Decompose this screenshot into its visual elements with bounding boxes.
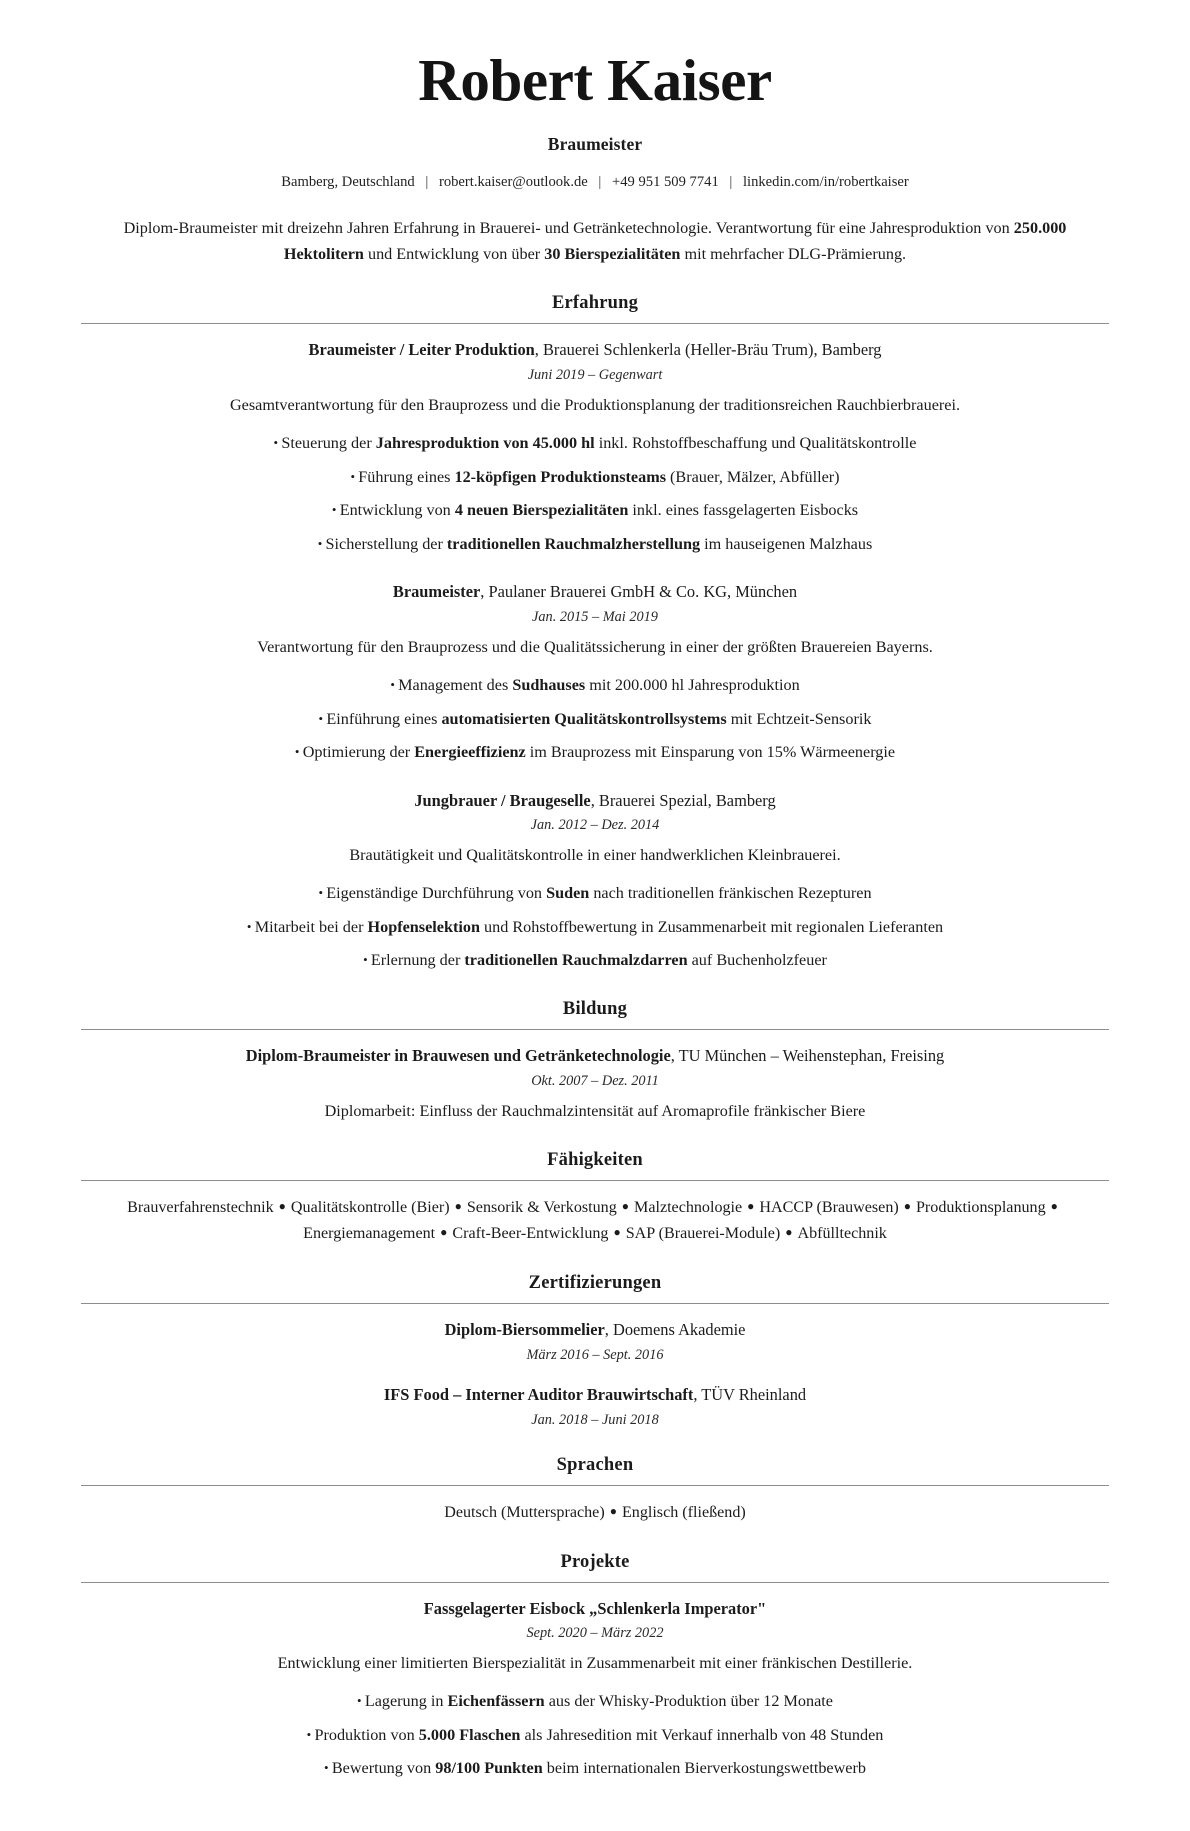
contact-separator: | <box>729 173 733 190</box>
entry-primary-title: Fassgelagerter Eisbock „Schlenkerla Imperator" <box>423 1598 767 1618</box>
section-divider <box>81 1485 1109 1486</box>
education-entry <box>81 1044 1109 1124</box>
list-item: SAP (Brauerei-Module) <box>625 1224 781 1242</box>
bullet-text: Lagerung in <box>364 1692 448 1711</box>
entry-date-range: Jan. 2015 – Mai 2019 <box>532 609 658 626</box>
summary-emphasis: 250.000 Hektolitern <box>283 218 1067 264</box>
bullet-text: (Brauer, Mälzer, Abfüller) <box>666 467 840 486</box>
entry-date-range: Jan. 2012 – Dez. 2014 <box>530 817 660 834</box>
entry-heading <box>81 1044 1109 1068</box>
section-education <box>81 999 1109 1124</box>
experience-entry <box>81 789 1109 973</box>
bullet-text: Optimierung der <box>302 743 415 762</box>
bullet-item <box>81 1690 1109 1713</box>
bullet-item <box>81 949 1109 972</box>
resume-sheet <box>81 47 1109 1781</box>
list-item: Produktionsplanung <box>915 1198 1046 1216</box>
summary-text: und Entwicklung von über <box>363 245 545 264</box>
entry-description: Gesamtverantwortung für den Brauprozess und die Produktionsplanung der traditionsreichen Rauchbierbrauerei. <box>229 396 961 415</box>
list-item: Deutsch (Muttersprache) <box>444 1503 605 1521</box>
summary-text: Diplom-Braumeister mit dreizehn Jahren Erfahrung in Brauerei- und Getränketechnologie. Verantwortung für eine Jahresproduktion von <box>123 218 1014 237</box>
candidate-name: Robert Kaiser <box>418 47 772 113</box>
entry-description: Brautätigkeit und Qualitätskontrolle in einer handwerklichen Kleinbrauerei. <box>349 846 841 865</box>
bullet-item <box>81 674 1109 697</box>
contact-linkedin[interactable]: linkedin.com/in/robertkaiser <box>742 173 909 190</box>
bullet-text: im hauseigenen Malzhaus <box>700 534 873 553</box>
list-item: Qualitätskontrolle (Bier) <box>290 1198 450 1216</box>
list-item: Brauverfahrenstechnik <box>127 1198 274 1216</box>
section-title-certifications: Zertifizierungen <box>528 1272 662 1293</box>
bullet-emphasis: Suden <box>546 884 590 903</box>
entry-organization: , TU München – Weihenstephan, Freising <box>670 1045 945 1065</box>
bullet-item <box>81 1724 1109 1747</box>
bullet-emphasis: traditionellen Rauchmalzdarren <box>464 951 688 970</box>
section-divider <box>81 1029 1109 1030</box>
contact-separator: | <box>425 173 429 190</box>
bullet-emphasis: traditionellen Rauchmalzherstellung <box>446 534 701 553</box>
bullet-text: Führung eines <box>358 467 455 486</box>
certification-entry <box>81 1383 1109 1429</box>
bullet-text: Produktion von <box>314 1725 419 1744</box>
bullet-item <box>81 916 1109 939</box>
bullet-item <box>81 882 1109 905</box>
section-certifications <box>81 1273 1109 1429</box>
certification-entry <box>81 1318 1109 1364</box>
bullet-item <box>81 708 1109 731</box>
bullet-text: Erlernung der <box>370 951 465 970</box>
contact-phone[interactable]: +49 951 509 7741 <box>612 173 719 190</box>
bullet-emphasis: Eichenfässern <box>447 1692 545 1711</box>
contact-location: Bamberg, Deutschland <box>281 173 415 190</box>
bullet-emphasis: 98/100 Punkten <box>435 1759 543 1778</box>
bullet-emphasis: Hopfenselektion <box>367 917 480 936</box>
bullet-separator-icon: ● <box>440 1224 448 1239</box>
section-divider <box>81 1180 1109 1181</box>
bullet-separator-icon: ● <box>747 1198 755 1213</box>
bullet-separator-icon: ● <box>621 1198 630 1213</box>
experience-entry <box>81 338 1109 556</box>
entry-primary-title: Braumeister / Leiter Produktion <box>308 340 535 360</box>
bullet-text: Steuerung der <box>281 434 376 453</box>
bullet-separator-icon: ● <box>903 1198 911 1213</box>
entry-date-range: Sept. 2020 – März 2022 <box>526 1625 664 1642</box>
entry-description: Verantwortung für den Brauprozess und die Qualitätssicherung in einer der größten Brauereien Bayerns. <box>257 638 933 657</box>
section-title-education: Bildung <box>562 998 628 1019</box>
bullet-emphasis: 4 neuen Bierspezialitäten <box>454 501 629 520</box>
bullet-separator-icon: ● <box>454 1198 462 1213</box>
bullet-text: mit Echtzeit-Sensorik <box>726 709 872 728</box>
bullet-text: Eigenständige Durchführung von <box>326 884 547 903</box>
entry-description: Diplomarbeit: Einfluss der Rauchmalzintensität auf Aromaprofile fränkischer Biere <box>324 1101 866 1120</box>
candidate-headline: Braumeister <box>547 133 643 154</box>
entry-heading <box>81 580 1109 604</box>
bullet-separator-icon: ● <box>613 1224 621 1239</box>
entry-primary-title: Braumeister <box>392 582 481 602</box>
entry-date-range: März 2016 – Sept. 2016 <box>526 1346 664 1363</box>
entry-organization: , Brauerei Schlenkerla (Heller-Bräu Trum), Bamberg <box>534 340 882 360</box>
bullet-text: Bewertung von <box>331 1759 436 1778</box>
section-title-experience: Erfahrung <box>551 293 639 314</box>
list-item: Abfülltechnik <box>797 1224 887 1242</box>
section-title-projects: Projekte <box>560 1551 630 1572</box>
entry-heading <box>81 1383 1109 1407</box>
professional-summary <box>81 215 1109 267</box>
list-item: Englisch (fließend) <box>621 1503 746 1521</box>
contact-email[interactable]: robert.kaiser@outlook.de <box>438 173 588 190</box>
bullet-text: als Jahresedition mit Verkauf innerhalb von 48 Stunden <box>520 1725 884 1744</box>
section-languages <box>81 1455 1109 1526</box>
languages-list <box>81 1500 1109 1526</box>
section-projects <box>81 1552 1109 1781</box>
bullet-text: Mitarbeit bei der <box>254 917 368 936</box>
entry-bullet-list <box>81 1690 1109 1780</box>
bullet-separator-icon: ● <box>609 1503 617 1518</box>
entry-date-range: Jan. 2018 – Juni 2018 <box>531 1411 659 1428</box>
bullet-text: beim internationalen Bierverkostungswettbewerb <box>542 1759 866 1778</box>
entry-primary-title: Diplom-Biersommelier <box>444 1319 605 1339</box>
section-skills <box>81 1150 1109 1247</box>
list-item: Malztechnologie <box>634 1198 743 1216</box>
section-divider <box>81 323 1109 324</box>
entry-bullet-list <box>81 432 1109 556</box>
contact-line <box>81 174 1109 191</box>
entry-heading <box>81 1597 1109 1621</box>
bullet-emphasis: Sudhauses <box>512 676 586 695</box>
list-item: HACCP (Brauwesen) <box>759 1198 899 1216</box>
bullet-emphasis: 5.000 Flaschen <box>418 1725 521 1744</box>
entry-date-range: Okt. 2007 – Dez. 2011 <box>531 1072 659 1089</box>
entry-organization: , Doemens Akademie <box>604 1319 746 1339</box>
project-entries <box>81 1597 1109 1781</box>
entry-description: Entwicklung einer limitierten Bierspezialität in Zusammenarbeit mit einer fränkischen Destillerie. <box>277 1654 913 1673</box>
bullet-item <box>81 741 1109 764</box>
bullet-separator-icon: ● <box>278 1198 286 1213</box>
bullet-item <box>81 499 1109 522</box>
section-title-skills: Fähigkeiten <box>547 1149 643 1170</box>
certification-entries <box>81 1318 1109 1429</box>
bullet-text: und Rohstoffbewertung in Zusammenarbeit mit regionalen Lieferanten <box>479 917 944 936</box>
bullet-text: mit 200.000 hl Jahresproduktion <box>585 676 800 695</box>
bullet-text: aus der Whisky-Produktion über 12 Monate <box>544 1692 833 1711</box>
section-experience <box>81 293 1109 973</box>
bullet-text: Einführung eines <box>326 709 442 728</box>
entry-organization: , TÜV Rheinland <box>693 1384 807 1404</box>
list-item: Craft-Beer-Entwicklung <box>452 1224 609 1242</box>
bullet-item <box>81 432 1109 455</box>
entry-organization: , Paulaner Brauerei GmbH & Co. KG, München <box>480 582 798 602</box>
contact-separator: | <box>598 173 602 190</box>
bullet-text: nach traditionellen fränkischen Rezepturen <box>589 884 872 903</box>
bullet-emphasis: 12-köpfigen Produktionsteams <box>454 467 666 486</box>
section-divider <box>81 1582 1109 1583</box>
experience-entries <box>81 338 1109 973</box>
project-entry <box>81 1597 1109 1781</box>
entry-heading <box>81 338 1109 362</box>
bullet-text: Sicherstellung der <box>325 534 447 553</box>
entry-primary-title: Jungbrauer / Braugeselle <box>414 790 591 810</box>
bullet-text: Entwicklung von <box>339 501 455 520</box>
bullet-separator-icon: ● <box>1050 1198 1058 1213</box>
list-item: Energiemanagement <box>303 1224 436 1242</box>
section-title-languages: Sprachen <box>556 1454 634 1475</box>
bullet-text: inkl. Rohstoffbeschaffung und Qualitätskontrolle <box>594 434 917 453</box>
experience-entry <box>81 580 1109 764</box>
entry-organization: , Brauerei Spezial, Bamberg <box>590 790 776 810</box>
entry-date-range: Juni 2019 – Gegenwart <box>527 367 663 384</box>
entry-bullet-list <box>81 674 1109 764</box>
list-item: Sensorik & Verkostung <box>466 1198 617 1216</box>
bullet-item <box>81 466 1109 489</box>
bullet-separator-icon: ● <box>785 1224 793 1239</box>
bullet-item <box>81 1757 1109 1780</box>
bullet-text: auf Buchenholzfeuer <box>687 951 827 970</box>
entry-heading <box>81 1318 1109 1342</box>
bullet-text: im Brauprozess mit Einsparung von 15% Wärmeenergie <box>525 743 896 762</box>
skills-list <box>81 1195 1109 1247</box>
resume-header <box>81 47 1109 267</box>
section-divider <box>81 1303 1109 1304</box>
bullet-item <box>81 533 1109 556</box>
summary-emphasis: 30 Bierspezialitäten <box>544 245 681 264</box>
entry-primary-title: IFS Food – Interner Auditor Brauwirtschaft <box>383 1384 694 1404</box>
entry-primary-title: Diplom-Braumeister in Brauwesen und Getränketechnologie <box>245 1045 671 1065</box>
bullet-text: Management des <box>398 676 513 695</box>
bullet-emphasis: automatisierten Qualitätskontrollsystems <box>441 709 727 728</box>
education-entries <box>81 1044 1109 1124</box>
bullet-emphasis: Energieeffizienz <box>414 743 526 762</box>
entry-bullet-list <box>81 882 1109 972</box>
bullet-emphasis: Jahresproduktion von 45.000 hl <box>375 434 595 453</box>
bullet-text: inkl. eines fassgelagerten Eisbocks <box>628 501 859 520</box>
entry-heading <box>81 789 1109 813</box>
summary-text: mit mehrfacher DLG-Prämierung. <box>680 245 907 264</box>
